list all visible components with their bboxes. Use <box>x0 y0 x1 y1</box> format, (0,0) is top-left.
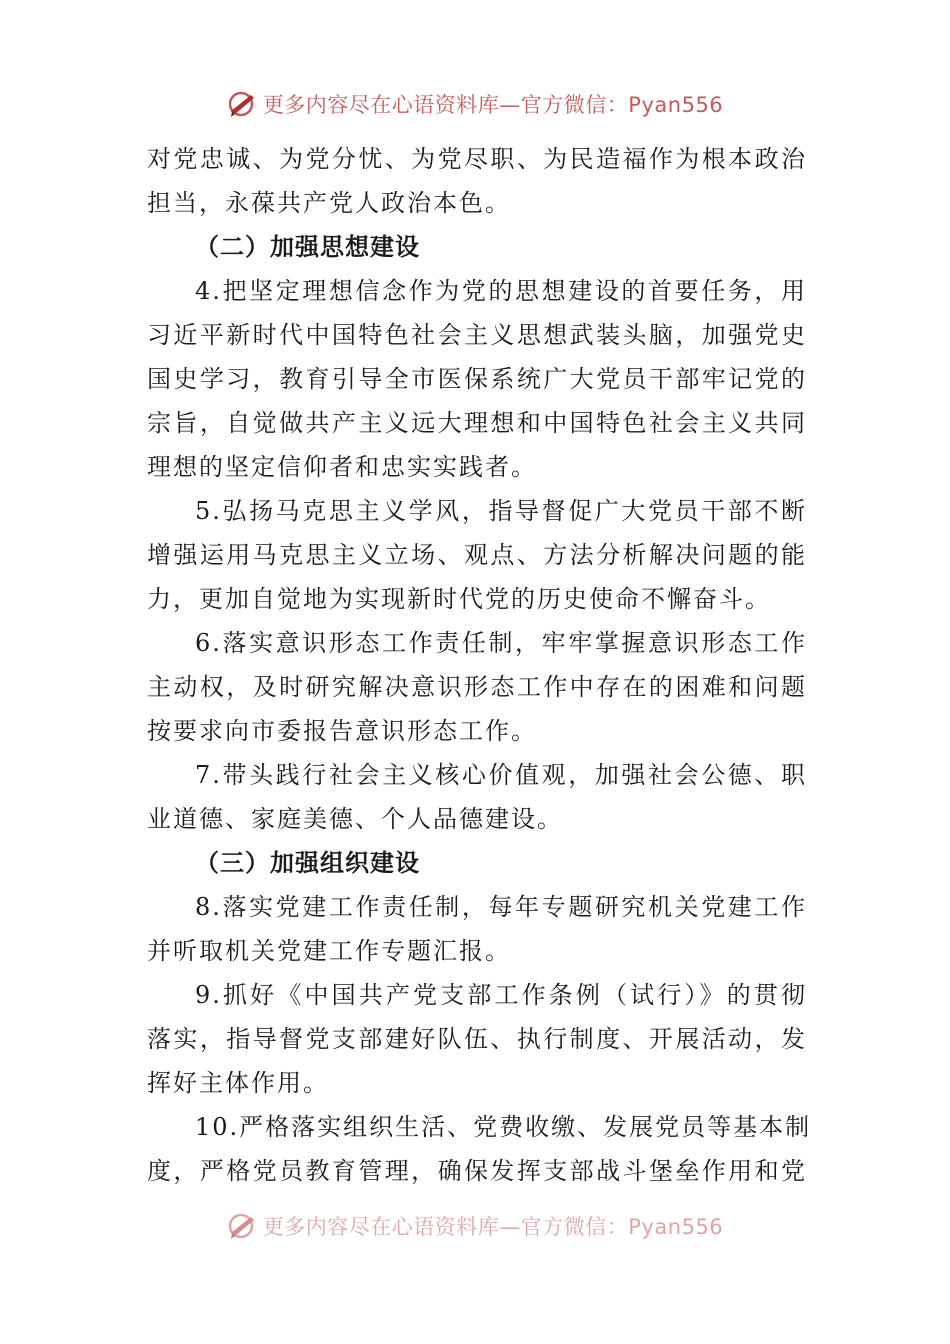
pen-logo-icon <box>227 89 257 119</box>
paragraph-line: 6.落实意识形态工作责任制，牢牢掌握意识形态工作 <box>195 629 807 657</box>
watermark-text: 更多内容尽在心语资料库—官方微信：Pyan556 <box>262 1215 724 1239</box>
section-heading-2: （二）加强思想建设 <box>195 233 420 261</box>
paragraph-line: 力，更加自觉地为实现新时代党的历史使命不懈奋斗。 <box>147 585 771 613</box>
paragraph-line: 7.带头践行社会主义核心价值观，加强社会公德、职 <box>195 761 807 789</box>
paragraph-line: 国史学习，教育引导全市医保系统广大党员干部牢记党的 <box>147 365 807 393</box>
paragraph-line: 理想的坚定信仰者和忠实实践者。 <box>147 453 537 481</box>
header-watermark <box>0 84 950 124</box>
paragraph-line: 增强运用马克思主义立场、观点、方法分析解决问题的能 <box>147 541 807 569</box>
paragraph-line: 8.落实党建工作责任制，每年专题研究机关党建工作 <box>195 893 807 921</box>
paragraph-line: 4.把坚定理想信念作为党的思想建设的首要任务，用 <box>195 277 807 305</box>
paragraph-line: 担当，永葆共产党人政治本色。 <box>147 189 511 217</box>
section-heading-3: （三）加强组织建设 <box>195 849 420 877</box>
paragraph-line: 5.弘扬马克思主义学风，指导督促广大党员干部不断 <box>195 497 807 525</box>
paragraph-line: 9.抓好《中国共产党支部工作条例（试行）》的贯彻 <box>195 981 807 1009</box>
paragraph-line: 10.严格落实组织生活、党费收缴、发展党员等基本制 <box>195 1113 812 1141</box>
document-body <box>147 137 812 1193</box>
pen-logo-icon <box>227 1211 257 1241</box>
paragraph-line: 按要求向市委报告意识形态工作。 <box>147 717 537 745</box>
paragraph-line: 度，严格党员教育管理，确保发挥支部战斗堡垒作用和党 <box>147 1157 807 1185</box>
watermark-text: 更多内容尽在心语资料库—官方微信：Pyan556 <box>262 93 724 117</box>
paragraph-line: 落实，指导督党支部建好队伍、执行制度、开展活动，发 <box>147 1025 807 1053</box>
paragraph-line: 业道德、家庭美德、个人品德建设。 <box>147 805 563 833</box>
paragraph-line: 宗旨，自觉做共产主义远大理想和中国特色社会主义共同 <box>147 409 807 437</box>
paragraph-line: 并听取机关党建工作专题汇报。 <box>147 937 511 965</box>
paragraph-line: 主动权，及时研究解决意识形态工作中存在的困难和问题 <box>147 673 807 701</box>
footer-watermark <box>0 1206 950 1246</box>
paragraph-line: 对党忠诚、为党分忧、为党尽职、为民造福作为根本政治 <box>147 145 807 173</box>
paragraph-line: 挥好主体作用。 <box>147 1069 329 1097</box>
paragraph-line: 习近平新时代中国特色社会主义思想武装头脑，加强党史 <box>147 321 807 349</box>
